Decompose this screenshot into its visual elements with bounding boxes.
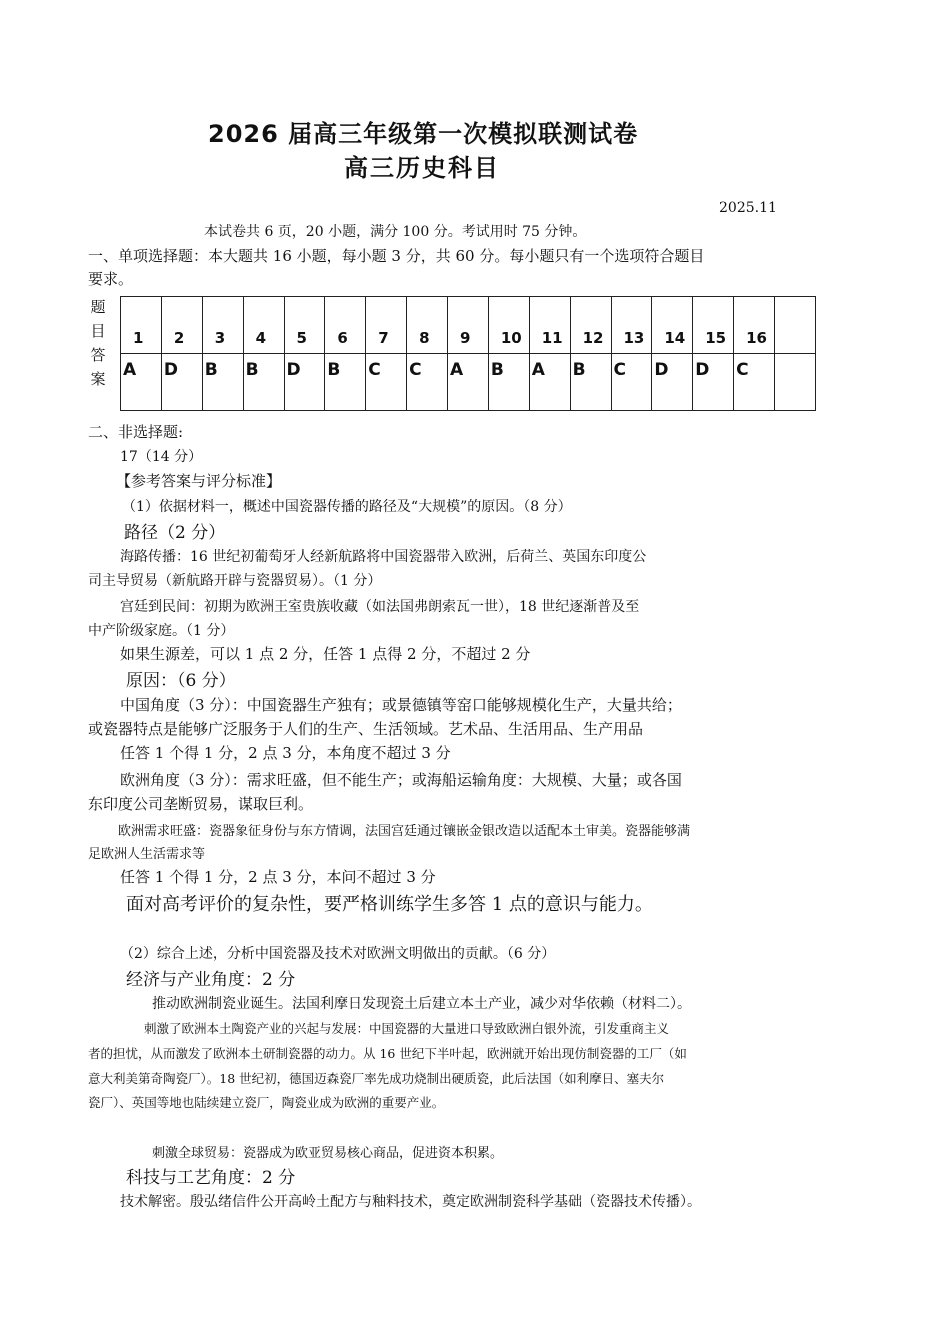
label-char-ti: 题 [90,298,106,316]
label-char-an: 案 [90,370,106,388]
sea-route-line1: 海路传播：16 世纪初葡萄牙人经新航路将中国瓷器带入欧洲，后荷兰、英国东印度公 [120,549,647,565]
europe-angle-line1: 欧洲角度（3 分）：需求旺盛，但不能生产；或海船运输角度：大规模、大量；或各国 [120,771,682,789]
answer-letter: B [488,354,529,411]
answer-letter: B [325,354,366,411]
part1-instruction-line1: 一、单项选择题：本大题共 16 小题，每小题 3 分，共 60 分。每小题只有一个选项符合题目 [88,247,705,265]
china-angle-score: 任答 1 个得 1 分，2 点 3 分，本角度不超过 3 分 [120,744,451,762]
europe-angle-score: 任答 1 个得 1 分，2 点 3 分，本问不超过 3 分 [120,868,436,886]
court-line1: 宫廷到民间：初期为欧洲王室贵族收藏（如法国弗朗索瓦一世），18 世纪逐渐普及至 [120,599,640,615]
economy-point2-line4: 瓷厂）、英国等地也陆续建立瓷厂，陶瓷业成为欧洲的重要产业。 [88,1095,445,1110]
reference-heading: 【参考答案与评分标准】 [116,472,282,490]
answer-letter-empty [775,354,816,411]
part1-instruction-line2: 要求。 [88,270,134,288]
part2-heading: 二、非选择题: [88,423,184,441]
answer-letter: A [448,354,489,411]
question-number: 4 [243,297,284,354]
economy-point2-line2: 者的担忧，从而激发了欧洲本土研制瓷器的动力。从 16 世纪下半叶起，欧洲就开始出现仿制瓷器的工厂（如 [88,1046,687,1061]
economy-point1: 推动欧洲制瓷业诞生。法国利摩日发现瓷土后建立本土产业，减少对华依赖（材料二）。 [152,996,691,1012]
question-number: 7 [366,297,407,354]
answer-letter: C [611,354,652,411]
question-number: 11 [529,297,570,354]
question-number: 8 [407,297,448,354]
tech-heading: 科技与工艺角度：2 分 [126,1168,296,1188]
exam-subtitle: 高三历史科目 [344,154,500,182]
answer-letter: C [734,354,775,411]
question-number: 15 [693,297,734,354]
question-number: 2 [161,297,202,354]
answer-letter: D [693,354,734,411]
answer-letter: D [284,354,325,411]
answer-letter: B [202,354,243,411]
path-heading: 路径（2 分） [124,523,226,543]
question-number: 1 [121,297,162,354]
question-number: 13 [611,297,652,354]
answer-letter: C [366,354,407,411]
europe-angle-line2: 东印度公司垄断贸易，谋取巨利。 [88,795,314,813]
europe-demand-line1: 欧洲需求旺盛：瓷器象征身份与东方情调，法国宫廷通过镶嵌金银改造以适配本土审美。瓷器能够满 [118,824,691,839]
answer-row [121,354,816,411]
china-angle-line2: 或瓷器特点是能够广泛服务于人们的生产、生活领域。艺术品、生活用品、生产用品 [88,720,644,738]
answer-letter: A [529,354,570,411]
answer-letter: D [161,354,202,411]
question-number: 14 [652,297,693,354]
question-number: 6 [325,297,366,354]
question-number: 3 [202,297,243,354]
weak-student-note: 如果生源差，可以 1 点 2 分，任答 1 点得 2 分，不超过 2 分 [120,645,531,663]
economy-point2-line3: 意大利美第奇陶瓷厂）。18 世纪初，德国迈森瓷厂率先成功烧制出硬质瓷，此后法国（如利摩日、塞夫尔 [88,1071,665,1086]
question-number: 12 [570,297,611,354]
question-number: 10 [488,297,529,354]
answer-letter: B [570,354,611,411]
question-number-row [121,297,816,354]
china-angle-line1: 中国角度（3 分）：中国瓷器生产独有；或景德镇等窑口能够规模化生产，大量共给； [120,696,682,714]
answer-letter: C [407,354,448,411]
q17-part1-question: （1）依据材料一，概述中国瓷器传播的路径及“大规模”的原因。（8 分） [122,499,572,515]
question-number-empty [775,297,816,354]
answer-letter: A [121,354,162,411]
question-number: 16 [734,297,775,354]
exam-title: 2026 届高三年级第一次模拟联测试卷 [208,120,639,148]
q17-heading: 17（14 分） [120,449,203,465]
exam-intro: 本试卷共 6 页，20 小题，满分 100 分。考试用时 75 分钟。 [204,224,587,240]
question-number: 9 [448,297,489,354]
sea-route-line2: 司主导贸易（新航路开辟与瓷器贸易）。（1 分） [88,573,382,589]
label-char-da: 答 [90,346,106,364]
court-line2: 中产阶级家庭。（1 分） [88,623,235,639]
economy-point2-line1: 刺激了欧洲本土陶瓷产业的兴起与发展：中国瓷器的大量进口导致欧洲白银外流，引发重商主义 [144,1021,670,1036]
answer-table [120,296,816,411]
q17-part2-question: （2）综合上述，分析中国瓷器及技术对欧洲文明做出的贡献。（6 分） [120,946,556,962]
reason-heading: 原因：（6 分） [126,671,236,691]
question-number: 5 [284,297,325,354]
tech-point1: 技术解密。殷弘绪信件公开高岭土配方与釉料技术，奠定欧洲制瓷科学基础（瓷器技术传播）。 [120,1194,701,1210]
economy-heading: 经济与产业角度：2 分 [126,970,296,990]
teaching-advice: 面对高考评价的复杂性，要严格训练学生多答 1 点的意识与能力。 [126,894,653,915]
global-trade-point: 刺激全球贸易：瓷器成为欧亚贸易核心商品，促进资本积累。 [152,1146,504,1161]
label-char-mu: 目 [90,322,106,340]
exam-date: 2025.11 [719,200,777,216]
europe-demand-line2: 足欧洲人生活需求等 [88,847,206,862]
answer-letter: D [652,354,693,411]
answer-letter: B [243,354,284,411]
